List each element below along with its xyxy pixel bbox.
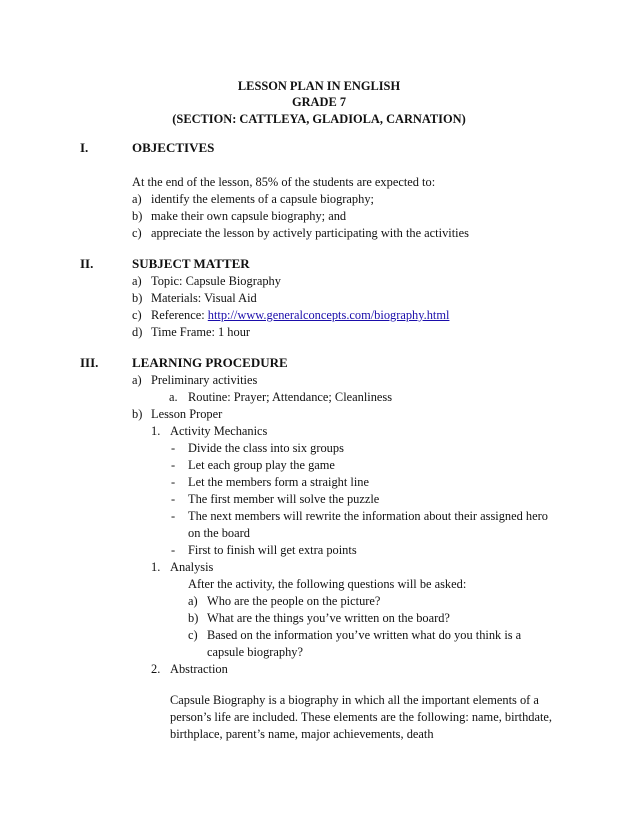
section-numeral-objectives: I. xyxy=(80,140,89,155)
question-item: Who are the people on the picture? xyxy=(207,594,381,608)
objective-marker: c) xyxy=(132,226,142,240)
mechanic-item-continuation: on the board xyxy=(188,526,250,540)
mechanic-item: Let each group play the game xyxy=(188,458,335,472)
activity-mechanics-title: Activity Mechanics xyxy=(170,424,268,438)
subject-reference-line xyxy=(151,307,449,323)
mechanic-item: The next members will rewrite the information about their assigned hero xyxy=(188,509,548,523)
routine-marker: a. xyxy=(169,390,178,404)
subject-marker: a) xyxy=(132,274,142,288)
section-numeral-subject-matter: II. xyxy=(80,256,94,271)
routine-text: Routine: Prayer; Attendance; Cleanliness xyxy=(188,390,393,404)
mechanic-item: Divide the class into six groups xyxy=(188,441,344,455)
subject-topic: Topic: Capsule Biography xyxy=(151,274,281,288)
section-numeral-learning-procedure: III. xyxy=(80,355,99,370)
section-title-objectives: OBJECTIVES xyxy=(132,140,215,155)
abstraction-paragraph-line: birthplace, parent’s name, major achievements, death xyxy=(170,727,434,741)
analysis-marker: 1. xyxy=(151,560,161,574)
subject-marker: b) xyxy=(132,291,143,305)
analysis-title: Analysis xyxy=(170,560,214,574)
abstraction-paragraph-line: Capsule Biography is a biography in which all the important elements of a xyxy=(170,693,539,707)
lesson-proper: Lesson Proper xyxy=(151,407,223,421)
subject-reference-label: Reference: xyxy=(151,308,205,322)
analysis-intro: After the activity, the following questions will be asked: xyxy=(188,577,467,591)
mechanic-item: The first member will solve the puzzle xyxy=(188,492,380,506)
objective-marker: b) xyxy=(132,209,143,223)
objectives-intro: At the end of the lesson, 85% of the students are expected to: xyxy=(132,175,436,189)
title-line-3: (SECTION: CATTLEYA, GLADIOLA, CARNATION) xyxy=(172,112,466,126)
mechanic-bullet: - xyxy=(171,492,176,506)
question-item-continuation: capsule biography? xyxy=(207,645,303,659)
subject-marker: c) xyxy=(132,308,142,322)
subject-marker: d) xyxy=(132,325,143,339)
reference-link[interactable]: http://www.generalconcepts.com/biography.html xyxy=(207,308,450,322)
abstraction-title: Abstraction xyxy=(170,662,228,676)
mechanic-bullet: - xyxy=(171,509,176,523)
title-line-2: GRADE 7 xyxy=(291,95,347,109)
question-marker: c) xyxy=(188,628,198,642)
question-item: What are the things you’ve written on the board? xyxy=(207,611,450,625)
abstraction-marker: 2. xyxy=(151,662,161,676)
section-title-subject-matter: SUBJECT MATTER xyxy=(132,256,250,271)
mechanic-bullet: - xyxy=(171,475,176,489)
question-marker: b) xyxy=(188,611,199,625)
objective-item: identify the elements of a capsule biography; xyxy=(151,192,374,206)
question-marker: a) xyxy=(188,594,198,608)
subject-time-frame: Time Frame: 1 hour xyxy=(151,325,251,339)
objective-item: appreciate the lesson by actively participating with the activities xyxy=(151,226,469,240)
subject-materials: Materials: Visual Aid xyxy=(151,291,257,305)
procedure-marker: b) xyxy=(132,407,143,421)
question-item: Based on the information you’ve written what do you think is a xyxy=(207,628,522,642)
procedure-marker: a) xyxy=(132,373,142,387)
objective-item: make their own capsule biography; and xyxy=(151,209,347,223)
section-title-learning-procedure: LEARNING PROCEDURE xyxy=(132,355,288,370)
preliminary-activities: Preliminary activities xyxy=(151,373,258,387)
abstraction-paragraph-line: person’s life are included. These elements are the following: name, birthdate, xyxy=(170,710,553,724)
mechanic-bullet: - xyxy=(171,458,176,472)
mechanic-item: Let the members form a straight line xyxy=(188,475,369,489)
objective-marker: a) xyxy=(132,192,142,206)
activity-mechanics-marker: 1. xyxy=(151,424,161,438)
title-line-1: LESSON PLAN IN ENGLISH xyxy=(237,79,401,93)
mechanic-bullet: - xyxy=(171,441,176,455)
mechanic-item: First to finish will get extra points xyxy=(188,543,357,557)
mechanic-bullet: - xyxy=(171,543,176,557)
